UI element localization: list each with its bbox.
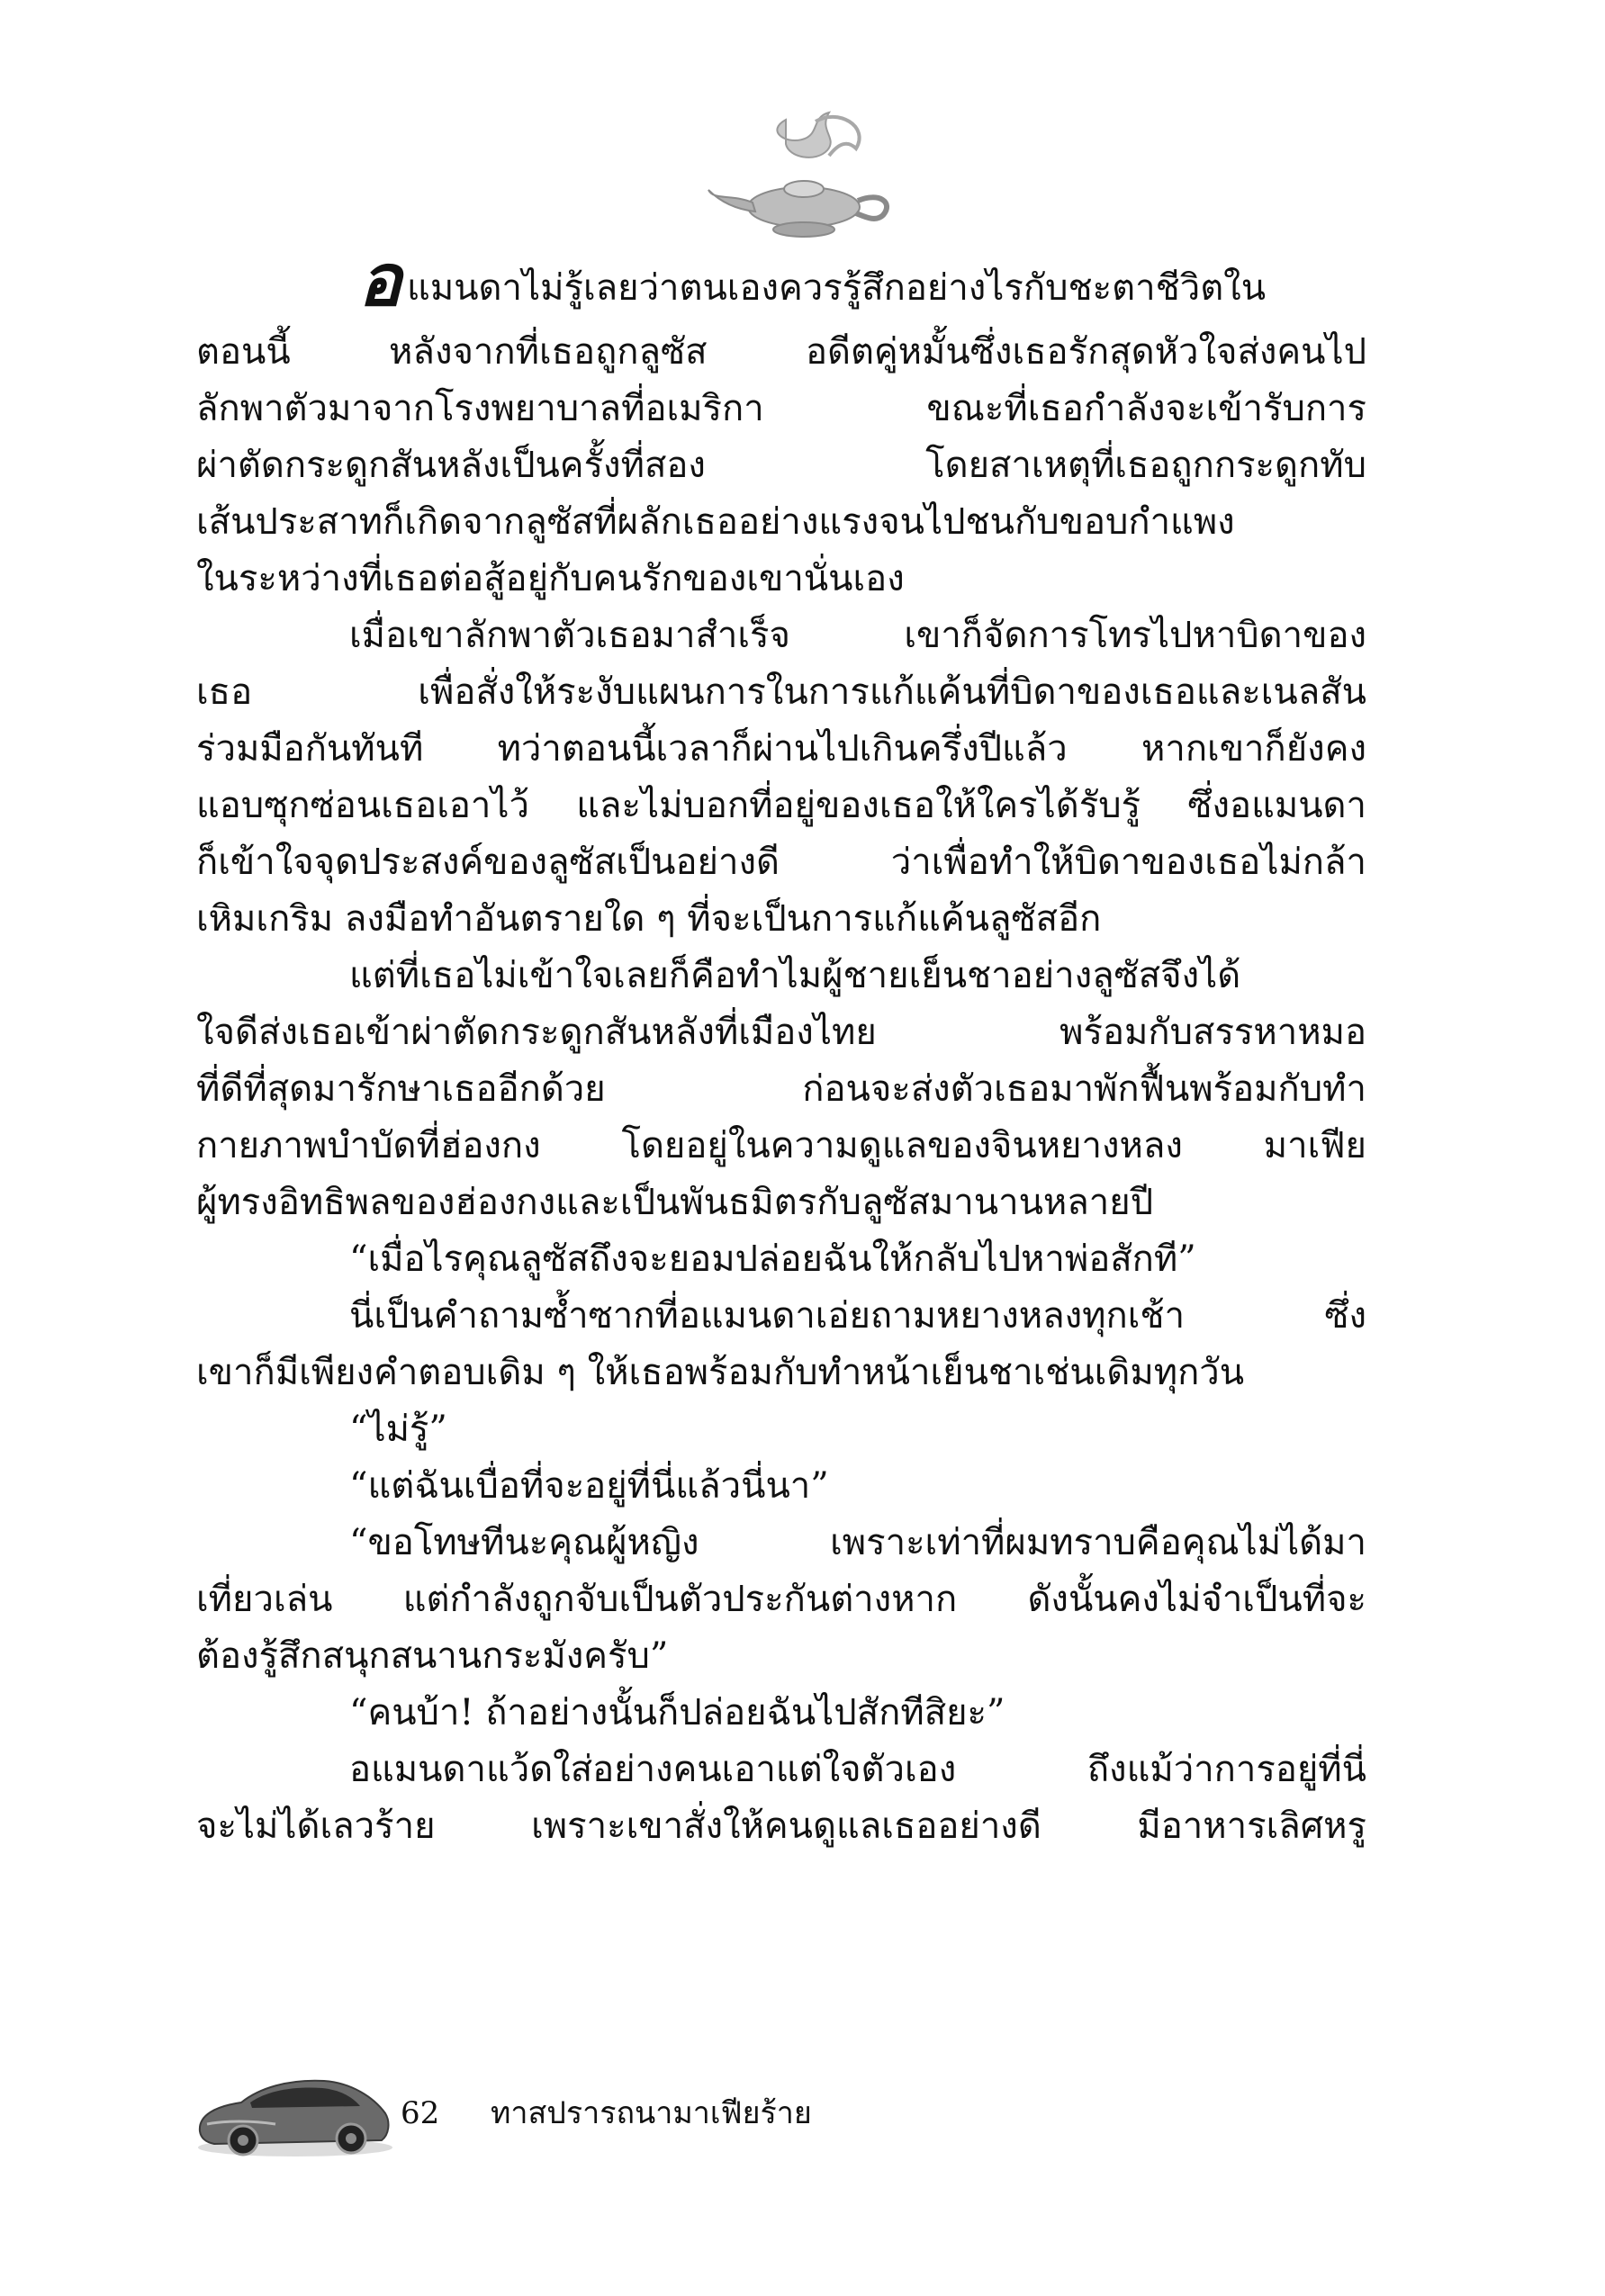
text-line: เมื่อเขาลักพาตัวเธอมาสำเร็จ เขาก็จัดการโทรไปหาบิดาของ <box>349 615 1366 656</box>
text-line: จะไม่ได้เลวร้าย เพราะเขาสั่งให้คนดูแลเธออย่างดี มีอาหารเลิศหรู <box>196 1805 1366 1847</box>
page-footer <box>189 2061 1359 2169</box>
text-line: แต่ที่เธอไม่เข้าใจเลยก็คือทำไมผู้ชายเย็นชาอย่างลูซัสจึงได้ <box>349 955 1241 996</box>
text-line: “ขอโทษทีนะคุณผู้หญิง เพราะเท่าที่ผมทราบคือคุณไม่ได้มา <box>349 1522 1366 1563</box>
text-line: “เมื่อไรคุณลูซัสถึงจะยอมปล่อยฉันให้กลับไปหาพ่อสักที” <box>349 1238 1196 1280</box>
text-line: ลักพาตัวมาจากโรงพยาบาลที่อเมริกา ขณะที่เธอกำลังจะเข้ารับการ <box>196 388 1366 429</box>
text-line: เส้นประสาทก็เกิดจากลูซัสที่ผลักเธออย่างแรงจนไปชนกับขอบกำแพง <box>196 501 1235 543</box>
text-line: “ไม่รู้” <box>349 1409 447 1450</box>
text-line: ผู้ทรงอิทธิพลของฮ่องกงและเป็นพันธมิตรกับลูซัสมานานหลายปี <box>196 1182 1154 1223</box>
text-line: “คนบ้า! ถ้าอย่างนั้นก็ปล่อยฉันไปสักทีสิยะ” <box>349 1692 1005 1733</box>
text-line: ต้องรู้สึกสนุกสนานกระมังครับ” <box>196 1635 669 1677</box>
text-line: ใจดีส่งเธอเข้าผ่าตัดกระดูกสันหลังที่เมืองไทย พร้อมกับสรรหาหมอ <box>196 1012 1366 1053</box>
text-line: ผ่าตัดกระดูกสันหลังเป็นครั้งที่สอง โดยสาเหตุที่เธอถูกกระดูกทับ <box>196 445 1366 486</box>
text-line: เที่ยวเล่น แต่กำลังถูกจับเป็นตัวประกันต่างหาก ดังนั้นคงไม่จำเป็นที่จะ <box>196 1579 1366 1620</box>
text-line: นี่เป็นคำถามซ้ำซากที่อแมนดาเอ่ยถามหยางหลงทุกเช้า ซึ่ง <box>349 1295 1366 1337</box>
text-line: ที่ดีที่สุดมารักษาเธออีกด้วย ก่อนจะส่งตัวเธอมาพักฟื้นพร้อมกับทำ <box>196 1068 1366 1110</box>
text-line: เขาก็มีเพียงคำตอบเดิม ๆ ให้เธอพร้อมกับทำหน้าเย็นชาเช่นเดิมทุกวัน <box>196 1352 1245 1393</box>
text-line: เธอ เพื่อสั่งให้ระงับแผนการในการแก้แค้นที่บิดาของเธอและเนลสัน <box>196 671 1366 713</box>
text-line: แอบซุกซ่อนเธอเอาไว้ และไม่บอกที่อยู่ของเธอให้ใครได้รับรู้ ซึ่งอแมนดา <box>196 785 1366 826</box>
book-title: ทาสปรารถนามาเฟียร้าย <box>491 2095 812 2131</box>
text-line: กายภาพบำบัดที่ฮ่องกง โดยอยู่ในความดูแลของจินหยางหลง มาเฟีย <box>196 1125 1366 1166</box>
text-line: ในระหว่างที่เธอต่อสู้อยู่กับคนรักของเขานั่นเอง <box>196 558 905 599</box>
text-line: ร่วมมือกันทันที ทว่าตอนนี้เวลาก็ผ่านไปเกินครึ่งปีแล้ว หากเขาก็ยังคง <box>196 728 1366 770</box>
genie-lamp-icon <box>703 104 901 248</box>
text-line: ตอนนี้ หลังจากที่เธอถูกลูซัส อดีตคู่หมั้นซึ่งเธอรักสุดหัวใจส่งคนไป <box>196 331 1366 373</box>
text-line: “แต่ฉันเบื่อที่จะอยู่ที่นี่แล้วนี่นา” <box>349 1465 829 1507</box>
page-number: 62 <box>401 2095 440 2131</box>
text-line: เหิมเกริม ลงมือทำอันตรายใด ๆ ที่จะเป็นการแก้แค้นลูซัสอีก <box>196 898 1102 940</box>
car-icon <box>189 2061 396 2160</box>
text-line: อแมนดาแว้ดใส่อย่างคนเอาแต่ใจตัวเอง ถึงแม้ว่าการอยู่ที่นี่ <box>349 1749 1366 1790</box>
paragraph-first-line <box>196 252 1366 324</box>
text-line: ก็เข้าใจจุดประสงค์ของลูซัสเป็นอย่างดี ว่าเพื่อทำให้บิดาของเธอไม่กล้า <box>196 842 1366 883</box>
drop-cap: อ <box>358 252 402 322</box>
body-text <box>196 252 1366 2075</box>
first-line-text: แมนดาไม่รู้เลยว่าตนเองควรรู้สึกอย่างไรกับชะตาชีวิตใน <box>407 267 1267 309</box>
